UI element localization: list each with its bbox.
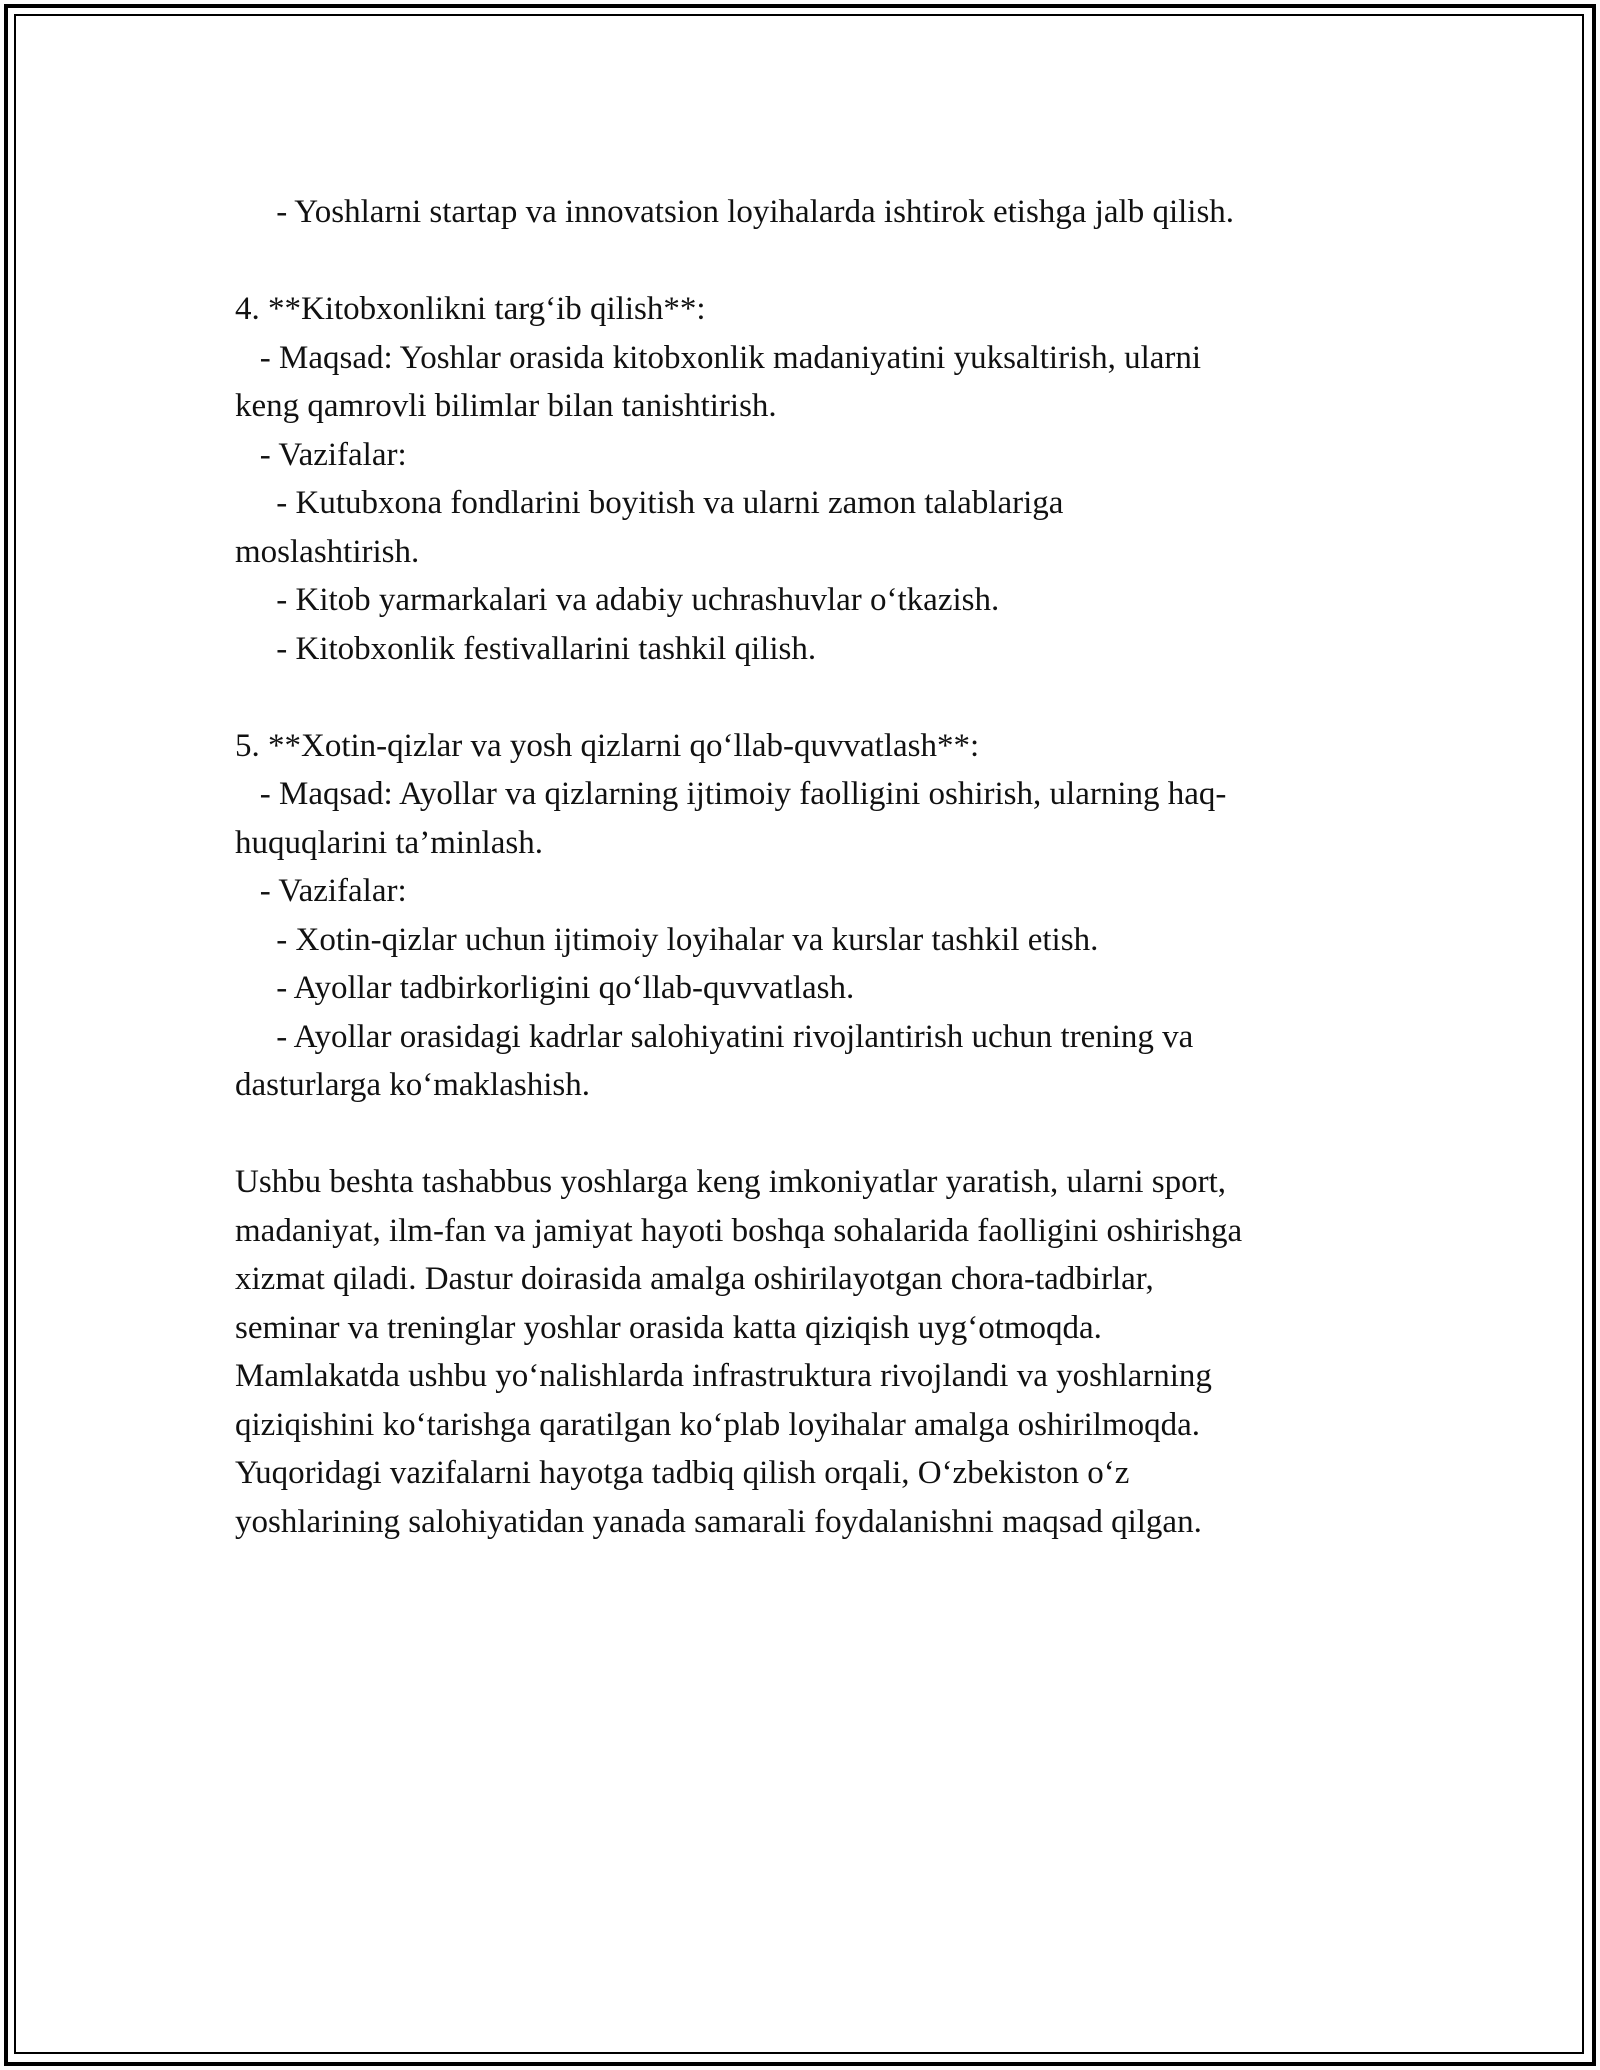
conclusion-line: Yuqoridagi vazifalarni hayotga tadbiq qilish orqali, O‘zbekiston o‘z [235,1455,1130,1491]
conclusion-line: yoshlarining salohiyatidan yanada samarali foydalanishni maqsad qilgan. [235,1503,1202,1540]
sub-bullet-line: - Kutubxona fondlarini boyitish va ularni zamon talablariga [235,485,1064,521]
sub-bullet-line-continued: dasturlarga ko‘maklashish. [235,1067,590,1103]
sub-bullet-line: - Xotin-qizlar uchun ijtimoiy loyihalar va kurslar tashkil etish. [235,921,1099,958]
sub-bullet-line: - Ayollar orasidagi kadrlar salohiyatini rivojlantirish uchun trening va [235,1018,1194,1055]
sub-bullet-line: - Ayollar tadbirkorligini qo‘llab-quvvatlash. [235,970,855,1006]
paragraph-gap [235,673,1365,722]
sub-bullet-line: - Kitobxonlik festivallarini tashkil qilish. [235,630,817,667]
conclusion-line: seminar va treninglar yoshlar orasida katta qiziqish uyg‘otmoqda. [235,1309,1102,1346]
document-body [235,188,1365,1546]
conclusion-line: Ushbu beshta tashabbus yoshlarga keng imkoniyatlar yaratish, ularni sport, [235,1164,1227,1200]
goal-line: - Maqsad: Ayollar va qizlarning ijtimoiy faolligini oshirish, ularning haq- [235,776,1227,812]
goal-line-continued: keng qamrovli bilimlar bilan tanishtirish. [235,388,777,424]
paragraph-gap [235,1110,1365,1159]
tasks-label: - Vazifalar: [235,436,407,473]
tasks-label: - Vazifalar: [235,873,407,909]
conclusion-line: xizmat qiladi. Dastur doirasida amalga oshirilayotgan chora-tadbirlar, [235,1261,1154,1297]
conclusion-line: Mamlakatda ushbu yo‘nalishlarda infrastruktura rivojlandi va yoshlarning [235,1358,1212,1394]
sub-bullet-line: - Yoshlarni startap va innovatsion loyihalarda ishtirok etishga jalb qilish. [235,194,1235,230]
sub-bullet-line: - Kitob yarmarkalari va adabiy uchrashuvlar o‘tkazish. [235,582,1000,618]
section-heading: 4. **Kitobxonlikni targ‘ib qilish**: [235,291,706,327]
goal-line-continued: huquqlarini ta’minlash. [235,824,543,861]
goal-line: - Maqsad: Yoshlar orasida kitobxonlik madaniyatini yuksaltirish, ularni [235,339,1202,376]
section-heading: 5. **Xotin-qizlar va yosh qizlarni qo‘llab-quvvatlash**: [235,727,980,764]
conclusion-line: qiziqishini ko‘tarishga qaratilgan ko‘plab loyihalar amalga oshirilmoqda. [235,1406,1200,1443]
sub-bullet-line-continued: moslashtirish. [235,533,420,570]
conclusion-line: madaniyat, ilm-fan va jamiyat hayoti boshqa sohalarida faolligini oshirishga [235,1212,1243,1249]
paragraph-gap [235,237,1365,286]
